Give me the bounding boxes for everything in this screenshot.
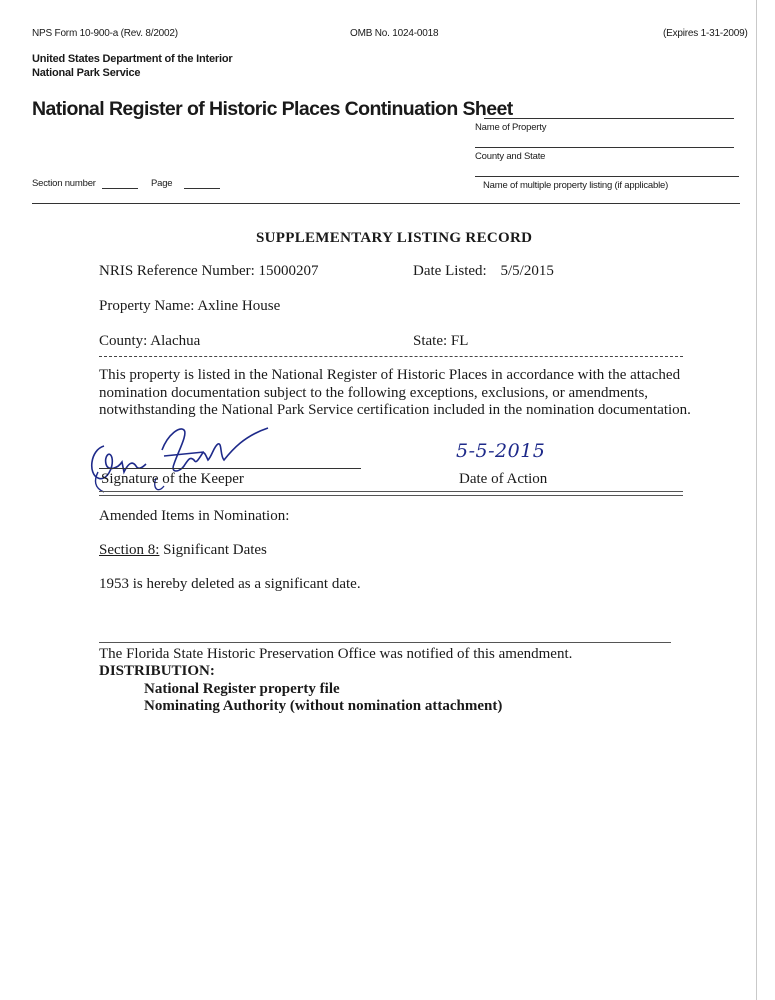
county-label: County: xyxy=(99,333,148,349)
section-number-label: Section number xyxy=(32,178,96,189)
form-title: National Register of Historic Places Continuation Sheet xyxy=(32,98,513,120)
county-value: Alachua xyxy=(150,333,201,349)
department-name: United States Department of the Interior xyxy=(32,53,233,65)
shpo-notification: The Florida State Historic Preservation Office was notified of this amendment. xyxy=(99,646,573,662)
header-divider xyxy=(32,203,740,204)
multiple-listing-line xyxy=(475,176,739,177)
nris-label: NRIS Reference Number: xyxy=(99,263,255,279)
state-value: FL xyxy=(450,333,469,349)
scan-edge xyxy=(756,0,757,1000)
distribution-label: DISTRIBUTION: xyxy=(99,663,215,679)
section-label: Section 8: xyxy=(99,542,160,558)
section-8-line xyxy=(99,542,267,559)
double-rule-top xyxy=(99,491,683,492)
expiration-date: (Expires 1-31-2009) xyxy=(663,28,748,39)
date-listed-field xyxy=(413,263,554,280)
name-of-property-label: Name of Property xyxy=(475,122,547,133)
date-listed-label: Date Listed: xyxy=(413,263,487,279)
page-label: Page xyxy=(151,178,173,189)
distribution-item: Nominating Authority (without nomination attachment) xyxy=(144,698,503,714)
dashed-divider xyxy=(99,356,683,357)
county-state-label: County and State xyxy=(475,151,546,162)
amendment-detail: 1953 is hereby deleted as a significant date. xyxy=(99,576,361,592)
handwritten-date: 5-5-2015 xyxy=(456,440,546,462)
signature-label: Signature of the Keeper xyxy=(101,471,244,487)
state-label: State: xyxy=(413,333,448,349)
date-listed-value: 5/5/2015 xyxy=(500,263,554,279)
county-state-line xyxy=(475,147,734,148)
nris-value: 15000207 xyxy=(258,263,319,279)
service-name: National Park Service xyxy=(32,67,141,79)
form-id: NPS Form 10-900-a (Rev. 8/2002) xyxy=(32,28,178,39)
section-title: Significant Dates xyxy=(163,542,267,558)
property-name-value: Axline House xyxy=(197,298,281,314)
double-rule-bottom xyxy=(99,495,683,496)
nris-field xyxy=(99,263,319,280)
distribution-item: National Register property file xyxy=(144,681,340,697)
county-field xyxy=(99,333,200,350)
omb-number: OMB No. 1024-0018 xyxy=(350,28,439,39)
state-field xyxy=(413,333,468,350)
name-of-property-line xyxy=(484,118,734,119)
footer-rule xyxy=(99,642,671,643)
signature-line xyxy=(99,468,361,469)
property-name-label: Property Name: xyxy=(99,298,195,314)
property-name-field xyxy=(99,298,280,315)
page-number-line xyxy=(184,188,220,189)
date-of-action-label: Date of Action xyxy=(459,471,548,487)
record-heading: SUPPLEMENTARY LISTING RECORD xyxy=(256,230,533,246)
multiple-listing-label: Name of multiple property listing (if applicable) xyxy=(483,180,669,191)
section-number-line xyxy=(102,188,138,189)
amended-items-heading: Amended Items in Nomination: xyxy=(99,508,290,524)
listing-statement: This property is listed in the National Register of Historic Places in accordance with the attached nomination documentation subject to the following exceptions, exclusions, or amendments, notwithstanding the National Park Service certification included in the nomination documentation. xyxy=(99,367,691,418)
